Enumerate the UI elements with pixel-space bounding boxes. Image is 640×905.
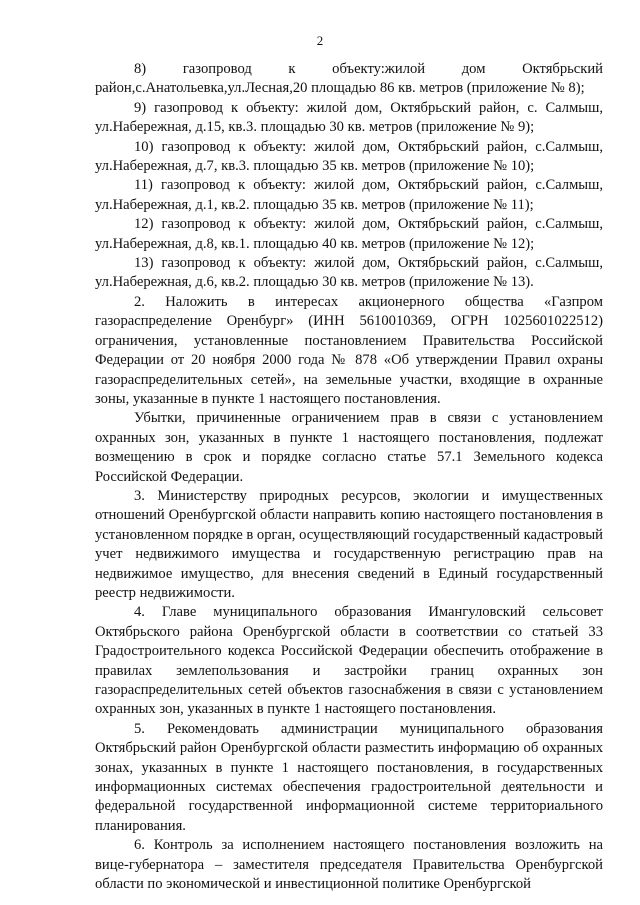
list-item-13: 13) газопровод к объекту: жилой дом, Октябрьский район, с.Салмыш, ул.Набережная, д.6, кв.2. площадью 30 кв. метров (приложение № 13).: [95, 255, 603, 291]
document-body: [95, 60, 603, 894]
list-item-10: 10) газопровод к объекту: жилой дом, Октябрьский район, с.Салмыш, ул.Набережная, д.7, кв.3. площадью 35 кв. метров (приложение № 10);: [95, 138, 603, 175]
clause-5-recommendation: 5. Рекомендовать администрации муниципального образования Октябрьский район Оренбургской области разместить информацию об охранных зонах, указанных в пункте 1 настоящего постановления, в государственных информационных системах обеспечения градостроительной деятельности и федеральной государственной информационной системе территориального планирования.: [95, 720, 603, 834]
page-number: 2: [316, 33, 324, 48]
clause-2-restrictions: 2. Наложить в интересах акционерного общества «Газпром газораспределение Оренбург» (ИНН 5610010369, ОГРН 1025601022512) ограничения, установленные постановлением Правительства Российской Федерации от 20 ноября 2000 года № 878 «Об утверждении Правил охраны газораспределительных сетей», на земельные участки, входящие в охранные зоны, указанные в пункте 1 настоящего постановления.: [95, 293, 603, 407]
clause-4-municipal-head: 4. Главе муниципального образования Имангуловский сельсовет Октябрьского района Оренбургской области в соответствии со статьей 33 Градостроительного кодекса Российской Федерации обеспечить отображение в правилах землепользования и застройки границ охранных зон газораспределительных сетей объектов газоснабжения в связи с установлением охранных зон, указанных в пункте 1 настоящего постановления.: [95, 604, 603, 718]
clause-3-ministry: 3. Министерству природных ресурсов, экологии и имущественных отношений Оренбургской области направить копию настоящего постановления в установленном порядке в орган, осуществляющий государственный кадастровый учет недвижимого имущества и государственную регистрацию прав на недвижимое имущество, для внесения сведений в Единый государственный реестр недвижимости.: [95, 487, 603, 601]
list-item-9: 9) газопровод к объекту: жилой дом, Октябрьский район, с. Салмыш, ул.Набережная, д.15, кв.3. площадью 30 кв. метров (приложение № 9);: [95, 99, 603, 136]
clause-6-control: 6. Контроль за исполнением настоящего постановления возложить на вице-губернатора – заместителя председателя Правительства Оренбургской области по экономической и инвестиционной политике Оренбургской: [95, 837, 603, 893]
list-item-12: 12) газопровод к объекту: жилой дом, Октябрьский район, с.Салмыш, ул.Набережная, д.8, кв.1. площадью 40 кв. метров (приложение № 12);: [95, 216, 603, 252]
list-item-8: 8) газопровод к объекту:жилой дом Октябрьский район,с.Анатольевка,ул.Лесная,20 площадью 86 кв. метров (приложение № 8);: [95, 61, 603, 97]
list-item-11: 11) газопровод к объекту: жилой дом, Октябрьский район, с.Салмыш, ул.Набережная, д.1, кв.2. площадью 35 кв. метров (приложение № 11);: [95, 177, 603, 213]
clause-2-damages: Убытки, причиненные ограничением прав в связи с установлением охранных зон, указанных в пункте 1 настоящего постановления, подлежат возмещению в срок и порядке согласно статье 57.1 Земельного кодекса Российской Федерации.: [95, 410, 603, 485]
